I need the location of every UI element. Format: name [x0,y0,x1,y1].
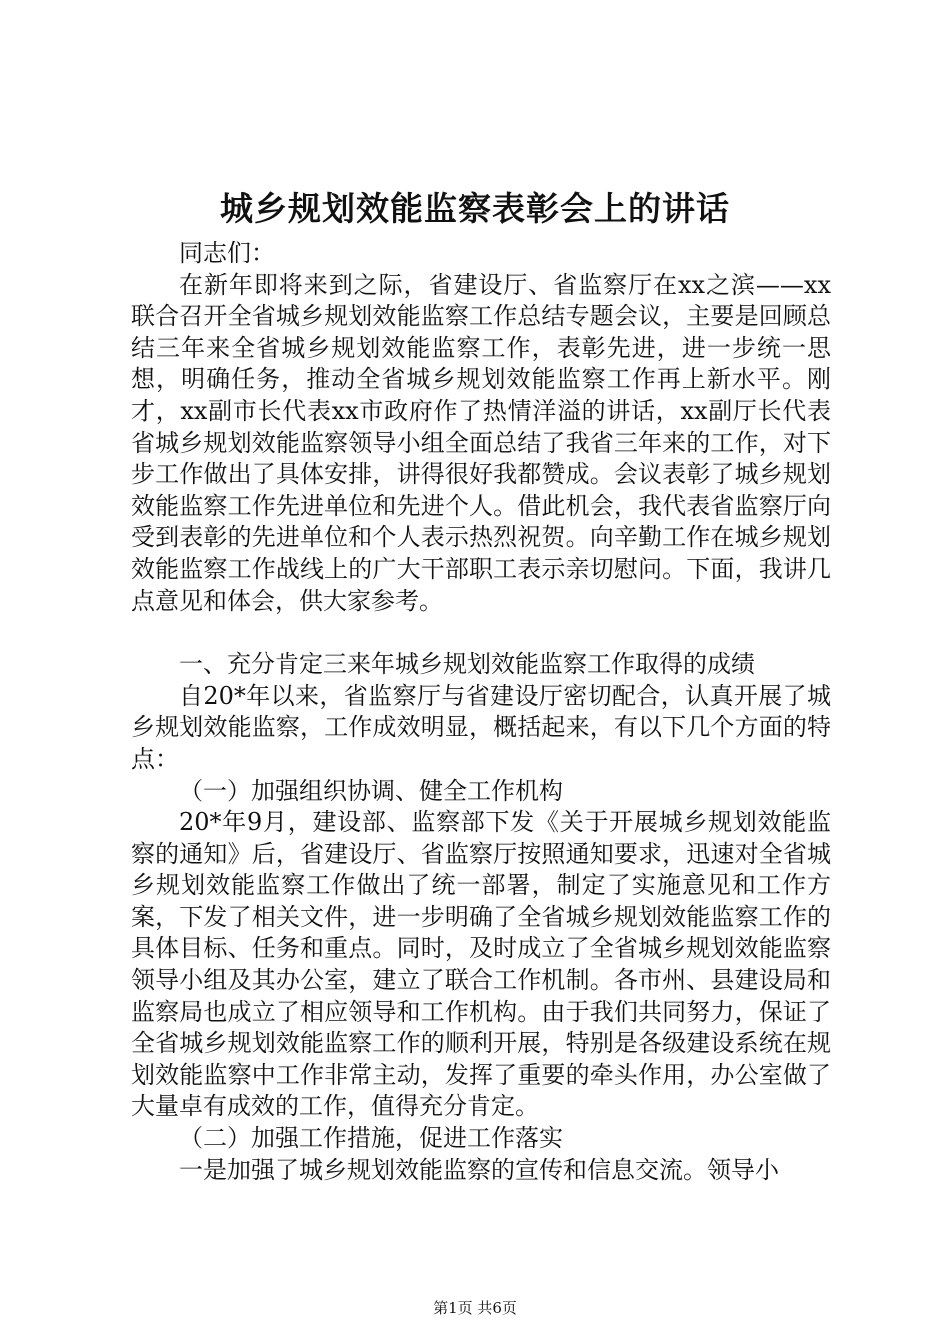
subsection-heading-1: （一）加强组织协调、健全工作机构 [179,776,563,805]
salutation: 同志们： [179,239,275,267]
section-heading-1: 一、充分肯定三来年城乡规划效能监察工作取得的成绩 [179,650,755,679]
paragraph-opening: 在新年即将来到之际，省建设厅、省监察厅在xx之滨——xx联合召开全省城乡规划效能监察工作总结专题会议，主要是回顾总结三年来全省城乡规划效能监察工作，表彰先进，进一步统一思想，明确任务，推动全省城乡规划效能监察工作再上新水平。刚才，xx副市长代表xx市政府作了热情洋溢的讲话，xx副厅长代表省城乡规划效能监察领导小组全面总结了我省三年来的工作，对下步工作做出了具体安排，讲得很好我都赞成。会议表彰了城乡规划效能监察工作先进单位和先进个人。借此机会，我代表省监察厅向受到表彰的先进单位和个人表示热烈祝贺。向辛勤工作在城乡规划效能监察工作战线上的广大干部职工表示亲切慰问。下面，我讲几点意见和体会，供大家参考。 [131,270,831,615]
paragraph-gap [131,617,831,649]
subsection-heading-2: （二）加强工作措施，促进工作落实 [179,1124,563,1153]
document-body [131,238,831,1186]
page-number: 第1页 共6页 [433,1299,517,1317]
paragraph-measures: 一是加强了城乡规划效能监察的宣传和信息交流。领导小 [179,1155,779,1184]
paragraph-organization: 20*年9月，建设部、监察部下发《关于开展城乡规划效能监察的通知》后，省建设厅、省监察厅按照通知要求，迅速对全省城乡规划效能监察工作做出了统一部署，制定了实施意见和工作方案，下发了相关文件，进一步明确了全省城乡规划效能监察工作的具体目标、任务和重点。同时，及时成立了全省城乡规划效能监察领导小组及其办公室，建立了联合工作机制。各市州、县建设局和监察局也成立了相应领导和工作机构。由于我们共同努力，保证了全省城乡规划效能监察工作的顺利开展，特别是各级建设系统在规划效能监察中工作非常主动，发挥了重要的牵头作用，办公室做了大量卓有成效的工作，值得充分肯定。 [131,808,831,1121]
document-title: 城乡规划效能监察表彰会上的讲话 [220,189,730,228]
paragraph-achievements: 自20*年以来，省监察厅与省建设厅密切配合，认真开展了城乡规划效能监察，工作成效明显，概括起来，有以下几个方面的特点： [131,681,831,773]
